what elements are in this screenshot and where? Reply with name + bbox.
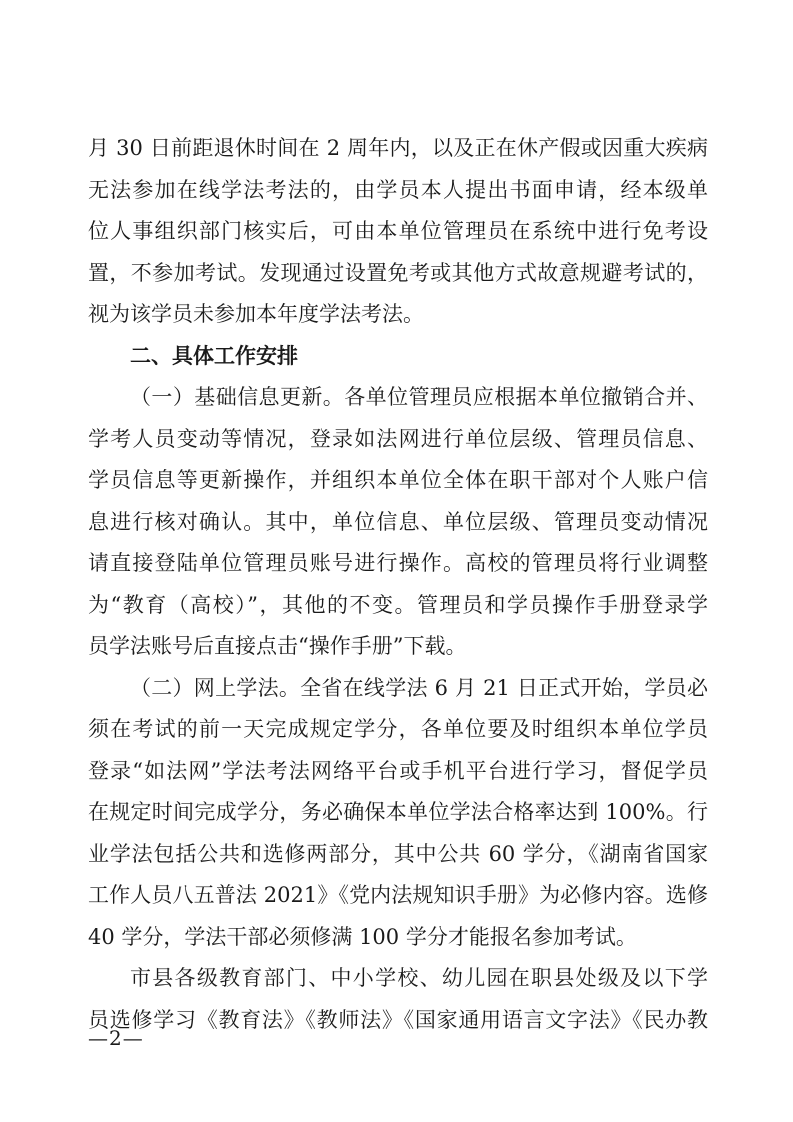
text-line: 月 30 日前距退休时间在 2 周年内，以及正在休产假或因重大疾病 (88, 136, 708, 160)
text-line: （一）基础信息更新。各单位管理员应根据本单位撤销合并、 (130, 385, 708, 409)
text-line: 40 学分，学法干部必须修满 100 学分才能报名参加考试。 (88, 924, 637, 949)
text-line: 业学法包括公共和选修两部分，其中公共 60 学分，《湖南省国家 (88, 841, 708, 866)
text-line: 须在考试的前一天完成规定学分，各单位要及时组织本单位学员 (88, 717, 708, 741)
text-line: 员选修学习《教育法》《教师法》《国家通用语言文字法》《民办教 (88, 1007, 708, 1032)
text-line: 工作人员八五普法 2021》《党内法规知识手册》为必修内容。选修 (88, 883, 708, 907)
text-line: 置，不参加考试。发现通过设置免考或其他方式故意规避考试的， (88, 260, 708, 285)
text-line: 无法参加在线学法考法的，由学员本人提出书面申请，经本级单 (88, 177, 708, 202)
text-line: 请直接登陆单位管理员账号进行操作。高校的管理员将行业调整 (88, 551, 708, 575)
text-line: 息进行核对确认。其中，单位信息、单位层级、管理员变动情况 (88, 509, 708, 534)
text-line: （二）网上学法。全省在线学法 6 月 21 日正式开始，学员必 (130, 675, 708, 700)
text-line: 位人事组织部门核实后，可由本单位管理员在系统中进行免考设 (88, 219, 708, 243)
section-heading: 二、具体工作安排 (130, 343, 298, 368)
text-line: 视为该学员未参加本年度学法考法。 (88, 302, 424, 326)
text-line: 市县各级教育部门、中小学校、幼儿园在职县处级及以下学 (130, 966, 708, 990)
text-line: 为“教育（高校）”，其他的不变。管理员和学员操作手册登录学 (88, 592, 708, 617)
text-line: 学员信息等更新操作，并组织本单位全体在职干部对个人账户信 (88, 468, 708, 492)
text-line: 员学法账号后直接点击“操作手册”下载。 (88, 634, 467, 658)
text-line: 登录“如法网”学法考法网络平台或手机平台进行学习，督促学员 (88, 758, 708, 783)
text-line: 学考人员变动等情况，登录如法网进行单位层级、管理员信息、 (88, 426, 708, 451)
page-number: —2— (88, 1026, 144, 1050)
document-body (88, 128, 708, 1041)
text-line: 在规定时间完成学分，务必确保本单位学法合格率达到 100%。行 (88, 800, 708, 824)
